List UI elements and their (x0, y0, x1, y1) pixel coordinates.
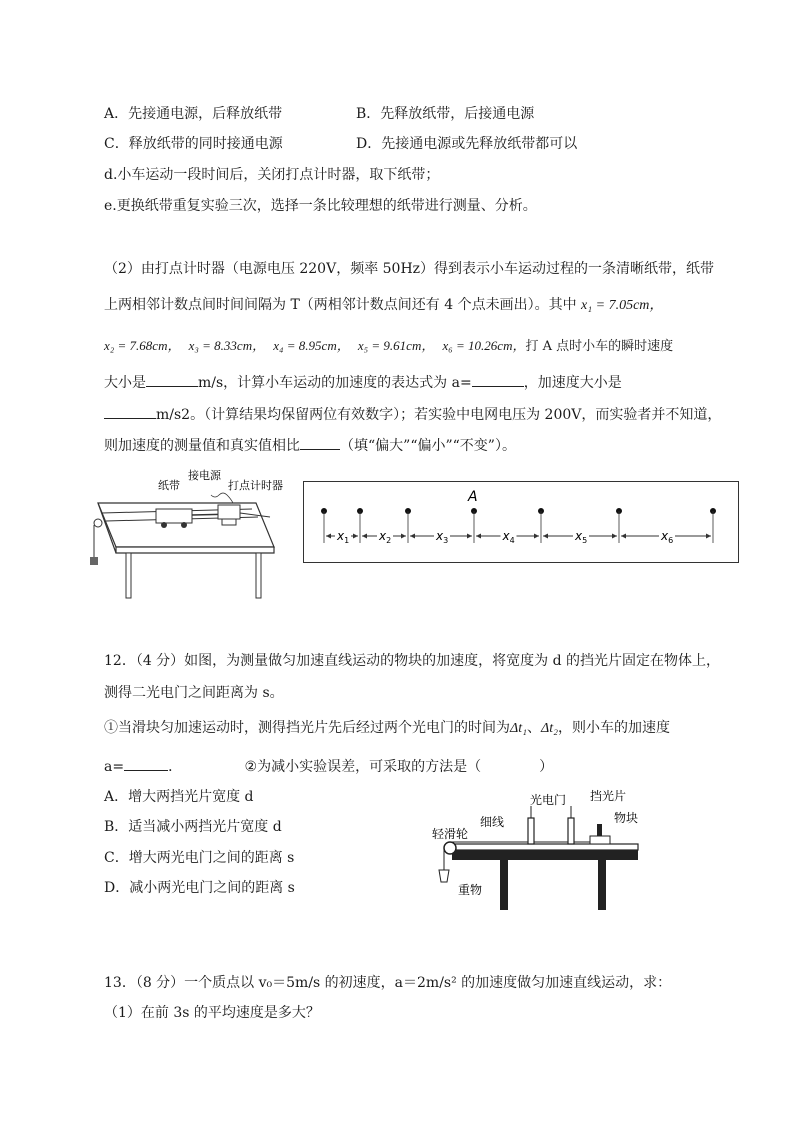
q12-line4-a: a= (104, 759, 125, 775)
q12-line4-b: ． (168, 759, 183, 775)
part2-line3 (104, 336, 673, 357)
table-top (452, 850, 638, 860)
q12-line4-d: ） (539, 759, 554, 775)
q12-option-b: B．适当减小两挡光片宽度 d (104, 819, 282, 835)
pulley-icon (444, 842, 456, 854)
option-d: D．先接通电源或先释放纸带都可以 (356, 136, 578, 152)
q12-line3-a: ①当滑块匀加速运动时，测得挡光片先后经过两个光电门的时间为 (104, 720, 510, 736)
q12-line4 (104, 756, 553, 777)
answer-blank-velocity[interactable] (146, 372, 198, 387)
segment-label: $x_3$ (436, 529, 449, 545)
label-weight: 重物 (458, 883, 483, 897)
part2-line4-b: m/s，计算小车运动的加速度的表达式为 a= (198, 375, 472, 391)
part2-line4-a: 大小是 (104, 375, 146, 391)
part2-line4-c: ，加速度大小是 (523, 375, 622, 391)
photogate-figure (418, 782, 648, 914)
x3-value: x₃ = 8.33cm， (188, 338, 266, 353)
cart-setup-figure (86, 465, 286, 605)
photogate-2 (568, 818, 574, 844)
part2-line4 (104, 372, 622, 393)
track (448, 844, 638, 850)
cart-icon (156, 509, 192, 523)
part2-line2 (104, 295, 663, 316)
x5-value: x₅ = 9.61cm， (357, 338, 435, 353)
q12-option-a: A．增大两挡光片宽度 d (104, 789, 254, 805)
option-b: B．先释放纸带，后接通电源 (356, 106, 535, 122)
weight-icon (439, 870, 449, 882)
answer-blank-expression[interactable] (472, 372, 524, 387)
table-leg (256, 553, 261, 598)
q13-line1: 13．（8 分）一个质点以 v₀＝5m/s 的初速度，a＝2m/s² 的加速度做匀加速直线运动，求： (104, 975, 672, 991)
label-gate: 光电门 (530, 793, 567, 807)
label-timer: 打点计时器 (228, 479, 283, 492)
answer-blank-compare[interactable] (300, 435, 340, 450)
answer-blank-acceleration[interactable] (104, 404, 156, 419)
x1-value: x₁ = 7.05cm， (581, 298, 664, 313)
x6-value: x₆ = 10.26cm， (442, 338, 526, 353)
q13-line2: （1）在前 3s 的平均速度是多大？ (104, 1005, 320, 1021)
segment-label: $x_4$ (502, 529, 515, 545)
part2-line1: （2）由打点计时器（电源电压 220V，频率 50Hz）得到表示小车运动过程的一条清晰纸带，纸带 (104, 261, 715, 277)
pulley-icon (94, 519, 102, 527)
segment-label: $x_5$ (575, 529, 588, 545)
q12-line2: 测得二光电门之间距离为 s。 (104, 685, 284, 701)
dt1-symbol: Δt₁ (510, 721, 527, 736)
table-leg (126, 553, 131, 598)
q12-line3: ①当滑块匀加速运动时，测得挡光片先后经过两个光电门的时间为Δt₁、Δt₂，则小车的加速度 (104, 720, 670, 736)
photogate-1 (528, 818, 534, 844)
tape-frame (304, 482, 739, 563)
q12-option-d: D．减小两光电门之间的距离 s (104, 880, 295, 896)
label-block: 物块 (614, 811, 639, 825)
tape-figure (303, 481, 739, 563)
label-shutter: 挡光片 (590, 789, 627, 803)
option-a: A．先接通电源，后释放纸带 (104, 106, 283, 122)
label-tape: 纸带 (158, 479, 180, 492)
segment-label: $x_6$ (661, 529, 674, 545)
q12-line1: 12．（4 分）如图，为测量做匀加速直线运动的物块的加速度，将宽度为 d 的挡光片固定在物体上， (104, 653, 721, 669)
table-edge (116, 547, 274, 553)
label-power: 接电源 (188, 469, 221, 482)
weight-icon (90, 557, 98, 565)
part2-line5-b: m/s2。（计算结果均保留两位有效数字）；若实验中电网电压为 200V，而实验者并不知道， (156, 407, 722, 423)
label-string: 细线 (480, 815, 505, 829)
q12-line3-b: ，则小车的加速度 (557, 720, 670, 736)
dt2-symbol: Δt₂ (540, 721, 558, 736)
part2-line6 (104, 435, 516, 456)
table-leg (500, 860, 508, 910)
block-icon (590, 836, 610, 844)
part2-line2-text: 上两相邻计数点间时间间隔为 T（两相邻计数点间还有 4 个点未画出）。其中 (104, 297, 582, 313)
part2-line6-a: 则加速度的测量值和真实值相比 (104, 438, 300, 454)
x4-value: x₄ = 8.95cm， (273, 338, 350, 353)
step-e: e.更换纸带重复实验三次，选择一条比较理想的纸带进行测量、分析。 (104, 198, 537, 214)
label-pulley: 轻滑轮 (432, 827, 469, 841)
shutter-icon (597, 824, 602, 836)
step-d: d.小车运动一段时间后，关闭打点计时器，取下纸带； (104, 167, 440, 183)
part2-line6-b: （填“偏大”“偏小”“不变”）。 (340, 438, 516, 454)
segment-label: $x_1$ (337, 529, 350, 545)
point-a-label: A (468, 489, 478, 505)
part2-line5 (104, 404, 721, 425)
answer-blank-q12a[interactable] (124, 756, 168, 771)
x2-value: x₂ = 7.68cm， (104, 338, 181, 353)
option-c: C．释放纸带的同时接通电源 (104, 136, 283, 152)
q12-option-c: C．增大两光电门之间的距离 s (104, 850, 295, 866)
segment-label: $x_2$ (379, 529, 392, 545)
table-leg (598, 860, 606, 910)
timer-icon (218, 505, 240, 519)
part2-line3-tail: 打 A 点时小车的瞬时速度 (525, 339, 674, 354)
q12-line4-c: ②为减小实验误差，可采取的方法是（ (244, 759, 482, 775)
